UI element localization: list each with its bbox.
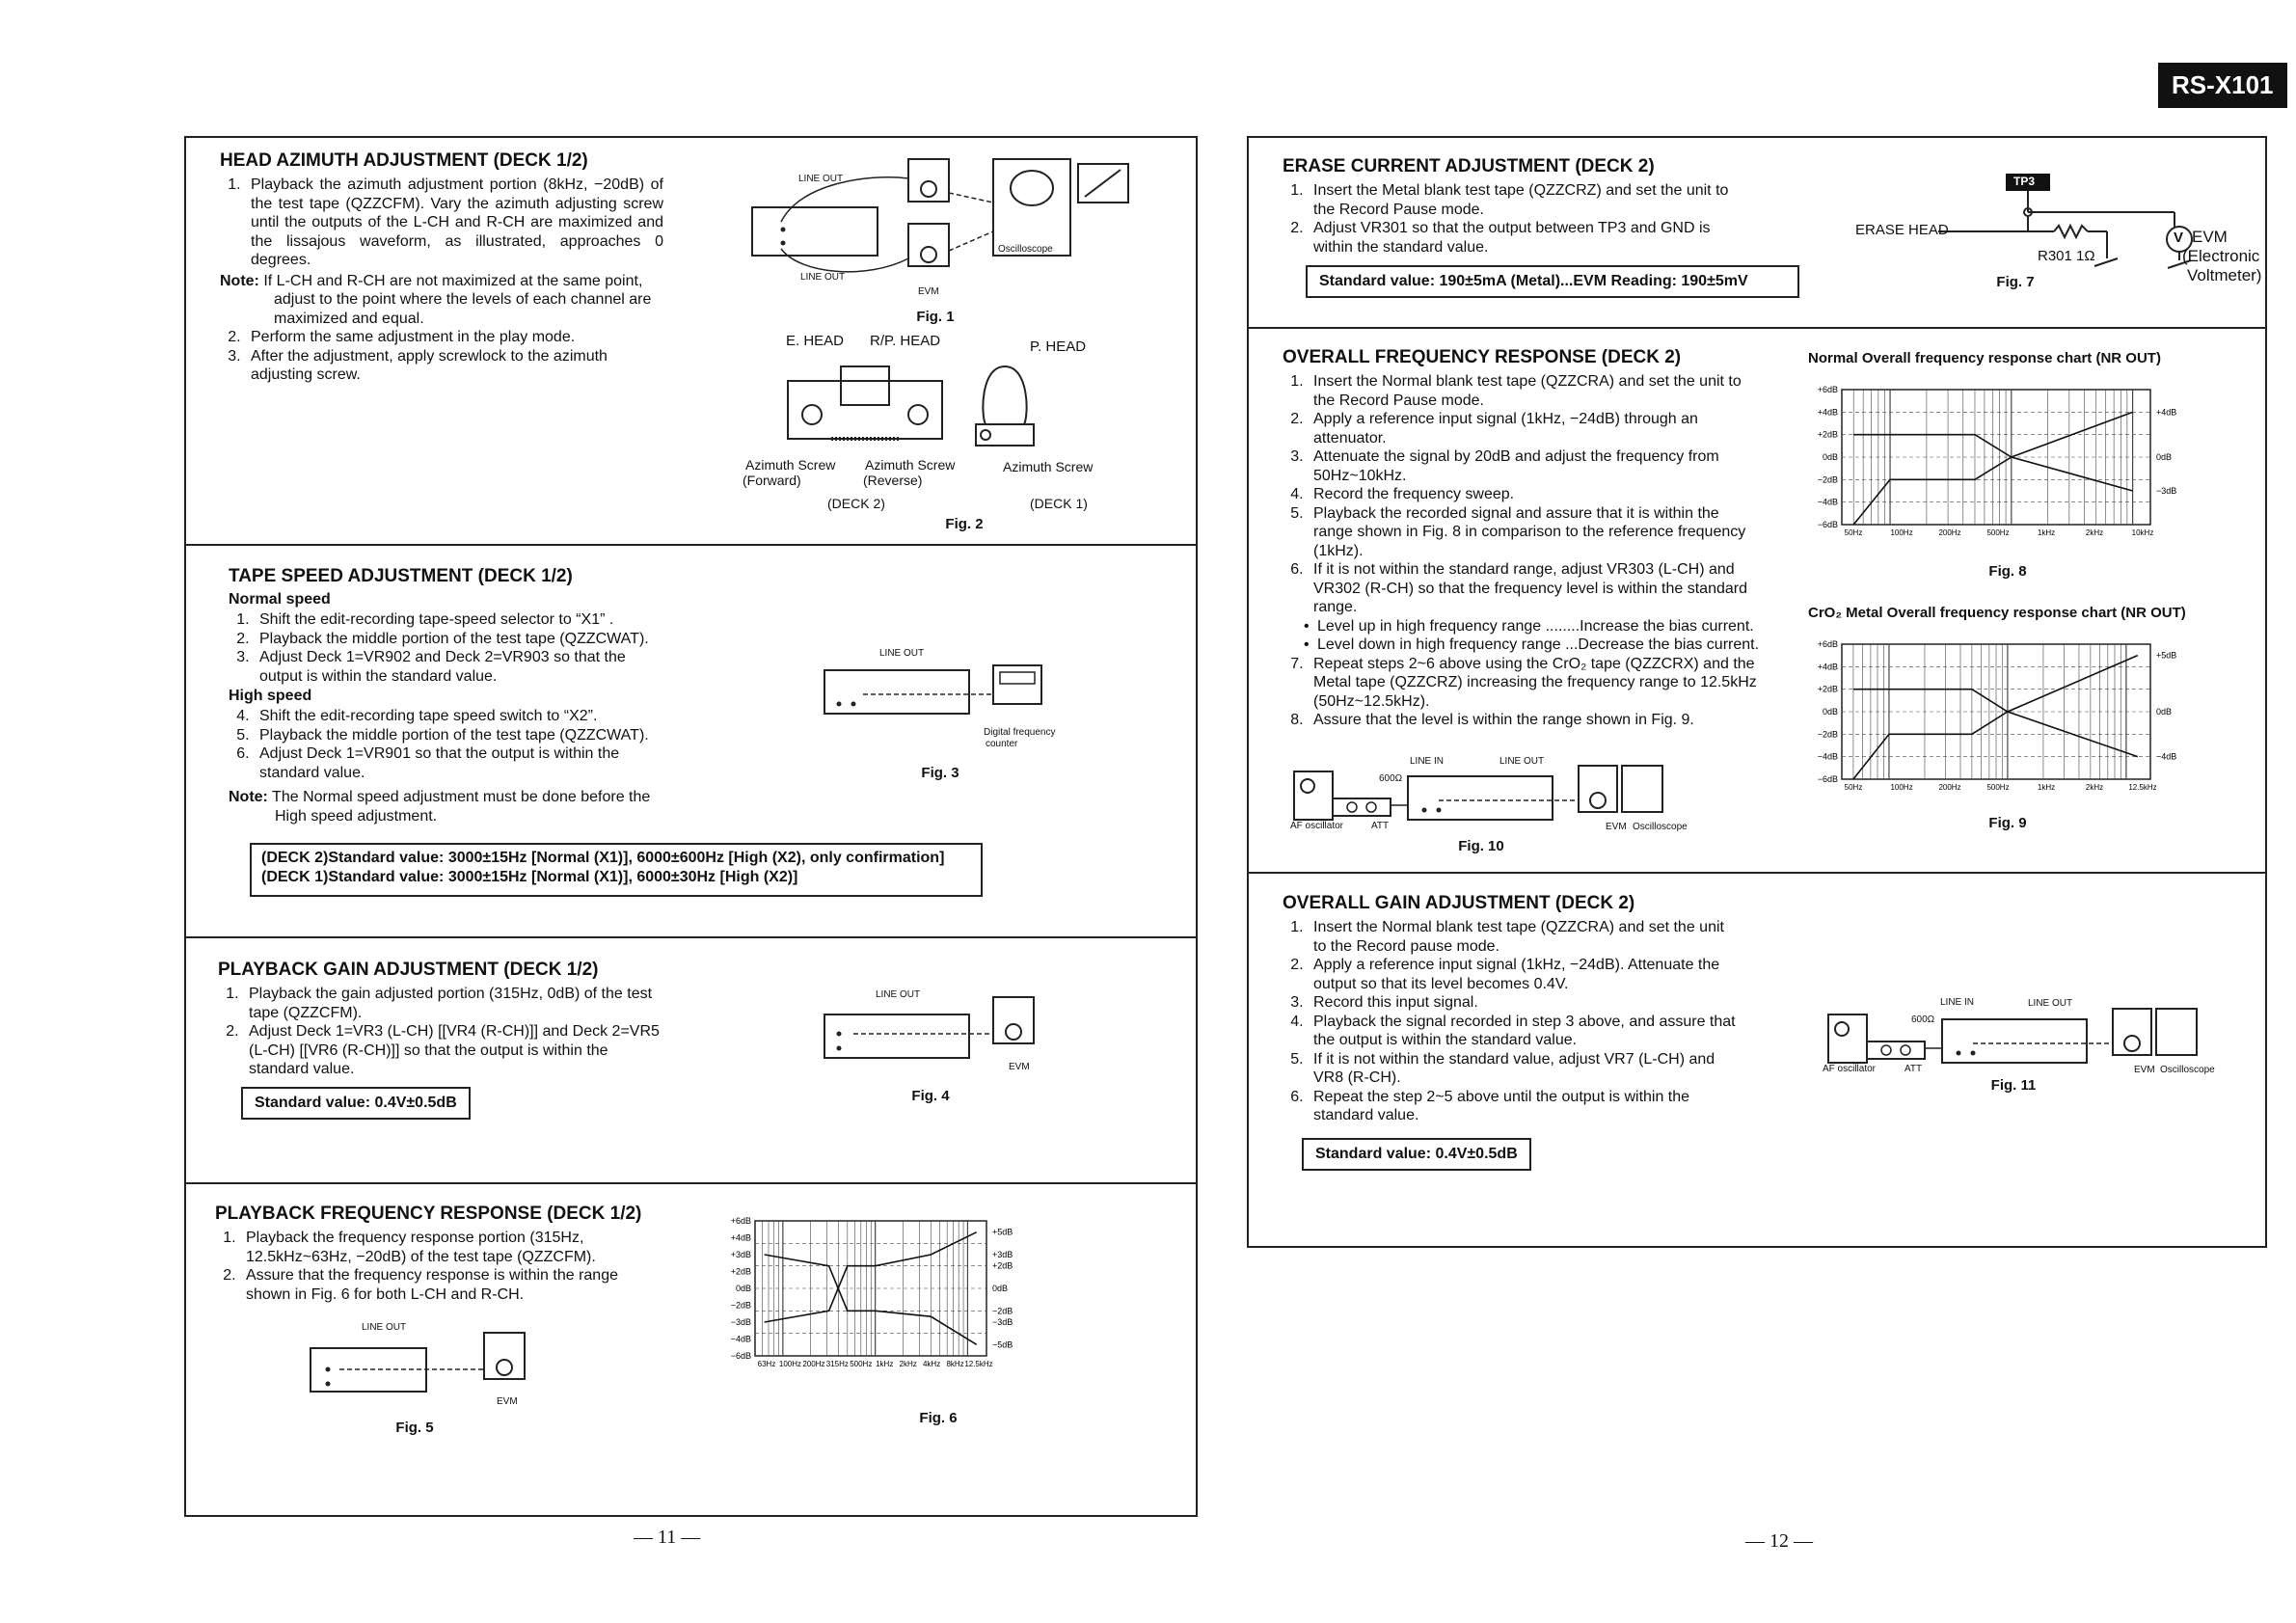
- fig3-caption: Fig. 3: [921, 765, 959, 781]
- y-tick-label: 0dB: [735, 1284, 751, 1293]
- fig11-diagram: [1828, 1005, 2224, 1072]
- fig8-caption: Fig. 8: [1988, 563, 2027, 580]
- fig2-rp-head: R/P. HEAD: [870, 333, 941, 349]
- fig2-screw-p: Azimuth Screw: [1003, 459, 1094, 474]
- step: 4. Record the frequency sweep.: [1308, 485, 1761, 504]
- section-title: PLAYBACK GAIN ADJUSTMENT (DECK 1/2): [218, 960, 599, 980]
- fig7-erase-head: ERASE HEAD: [1855, 222, 1949, 238]
- steps: [220, 328, 663, 385]
- fig10-ohm: 600Ω: [1379, 773, 1403, 784]
- std-deck2: (DECK 2)Standard value: 3000±15Hz [Normal (X1)], 6000±600Hz [High (X2), only confirmation]: [261, 850, 945, 866]
- fig11-evm: EVM: [2134, 1065, 2155, 1075]
- fig7-v: V: [2174, 230, 2184, 246]
- overall-gain-section: [1283, 893, 1736, 1125]
- fig10-line-in: LINE IN: [1410, 756, 1445, 767]
- fig5-evm: EVM: [497, 1396, 518, 1407]
- bullet: • Level up in high frequency range ........Increase the bias current.: [1304, 617, 1803, 636]
- x-tick-label: 12.5kHz: [2128, 783, 2157, 792]
- tape-speed-standard-box: [250, 843, 983, 897]
- fig4-diagram: [824, 995, 1037, 1063]
- tape-speed-section: [229, 566, 672, 825]
- y-tick-label: −4dB: [1817, 751, 1838, 762]
- step: 8. Assure that the level is within the range shown in Fig. 9.: [1308, 711, 1761, 730]
- fig2-screw-forward: Azimuth Screw: [745, 457, 836, 473]
- y-tick-label: −2dB: [1817, 474, 1838, 485]
- fig4-line-out: LINE OUT: [876, 989, 921, 1000]
- y-tick-label: −6dB: [1817, 520, 1838, 529]
- steps: [229, 610, 672, 686]
- std-deck1: (DECK 1)Standard value: 3000±15Hz [Normal (X1)], 6000±30Hz [High (X2)]: [261, 869, 798, 885]
- fig11-caption: Fig. 11: [1990, 1077, 2037, 1094]
- page-number-right: — 12 —: [1745, 1530, 1813, 1552]
- series-line-upper-limit: [1853, 690, 2138, 757]
- steps: [1283, 655, 1761, 730]
- fig10-osc: Oscilloscope: [1633, 822, 1688, 832]
- fig2-p-head: P. HEAD: [1030, 338, 1087, 355]
- x-tick-label: 1kHz: [2037, 783, 2056, 792]
- y-tick-label: −4dB: [730, 1334, 751, 1344]
- fig9-title: CrO₂ Metal Overall frequency response chart (NR OUT): [1808, 605, 2186, 621]
- step: 5. If it is not within the standard value, adjust VR7 (L-CH) and VR8 (R-CH).: [1308, 1050, 1736, 1088]
- fig1-caption: Fig. 1: [916, 309, 955, 325]
- x-tick-label: 2kHz: [2085, 528, 2104, 537]
- fig5-line-out: LINE OUT: [362, 1322, 407, 1333]
- steps: [1283, 181, 1736, 257]
- series-line-upper-limit: [765, 1255, 977, 1344]
- fig8-chart: [1799, 376, 2204, 550]
- note: [229, 788, 672, 825]
- fig7-caption: Fig. 7: [1996, 274, 2035, 290]
- divider: [184, 544, 1198, 546]
- steps: [218, 985, 662, 1079]
- playback-gain-section: [218, 960, 662, 1079]
- overall-freq-section: [1283, 347, 1803, 730]
- fig11-line-in: LINE IN: [1940, 997, 1975, 1008]
- model-badge: RS-X101: [2158, 63, 2287, 108]
- fig8-title: Normal Overall frequency response chart (NR OUT): [1808, 350, 2161, 366]
- step: 3. Attenuate the signal by 20dB and adjust the frequency from 50Hz~10kHz.: [1308, 447, 1761, 485]
- overall-gain-standard: Standard value: 0.4V±0.5dB: [1302, 1138, 1531, 1171]
- fig7-evm-2: (Electronic: [2182, 247, 2260, 265]
- y-tick-label-right: −4dB: [2156, 751, 2177, 762]
- x-tick-label: 500Hz: [1986, 783, 2010, 792]
- y-tick-label: −6dB: [1817, 774, 1838, 784]
- y-tick-label: −2dB: [1817, 729, 1838, 740]
- x-tick-label: 8kHz: [946, 1360, 964, 1368]
- fig2-reverse: (Reverse): [863, 473, 923, 488]
- x-tick-label: 2kHz: [2085, 783, 2104, 792]
- fig4-caption: Fig. 4: [911, 1088, 950, 1104]
- fig1-line-out-top: LINE OUT: [798, 174, 844, 184]
- fig7-resistor: R301 1Ω: [2038, 248, 2095, 264]
- y-tick-label: +4dB: [1817, 407, 1838, 418]
- step: 5. Playback the middle portion of the test tape (QZZCWAT).: [254, 726, 672, 745]
- y-tick-label: −3dB: [730, 1317, 751, 1327]
- fig10-diagram: [1294, 762, 1689, 829]
- x-tick-label: 12.5kHz: [964, 1360, 993, 1368]
- y-tick-label-right: 0dB: [2156, 707, 2173, 717]
- step: 2. Playback the middle portion of the test tape (QZZCWAT).: [254, 630, 672, 649]
- divider: [1247, 327, 2267, 329]
- playback-freq-section: [215, 1204, 659, 1304]
- step: 5. Playback the recorded signal and assure that it is within the range shown in Fig. 8 in comparison to the reference frequency (1kHz).: [1308, 504, 1761, 561]
- y-tick-label-right: −3dB: [992, 1317, 1013, 1327]
- x-tick-label: 500Hz: [1986, 528, 2010, 537]
- fig3-counter-1: Digital frequency: [984, 727, 1056, 738]
- y-tick-label-right: −2dB: [992, 1306, 1013, 1316]
- fig10-caption: Fig. 10: [1458, 838, 1504, 854]
- y-tick-label: +6dB: [1817, 639, 1838, 649]
- steps: [215, 1229, 659, 1304]
- fig2-forward: (Forward): [743, 473, 801, 488]
- note-text: The Normal speed adjustment must be done before the High speed adjustment.: [272, 789, 651, 825]
- note: [220, 272, 663, 329]
- x-tick-label: 315Hz: [825, 1360, 849, 1368]
- fig11-ohm: 600Ω: [1911, 1014, 1935, 1025]
- section-title: PLAYBACK FREQUENCY RESPONSE (DECK 1/2): [215, 1204, 642, 1224]
- page-number-left: — 11 —: [634, 1527, 701, 1548]
- section-title: TAPE SPEED ADJUSTMENT (DECK 1/2): [229, 566, 573, 586]
- y-tick-label: −6dB: [730, 1351, 751, 1361]
- step: 1. Playback the frequency response portion (315Hz, 12.5kHz~63Hz, −20dB) of the test tape (QZZCFM).: [240, 1229, 659, 1266]
- step: 2. Apply a reference input signal (1kHz, −24dB) through an attenuator.: [1308, 410, 1761, 447]
- y-tick-label: −2dB: [730, 1300, 751, 1311]
- step: 6. Repeat the step 2~5 above until the output is within the standard value.: [1308, 1088, 1736, 1125]
- section-title: HEAD AZIMUTH ADJUSTMENT (DECK 1/2): [220, 150, 588, 171]
- chart-frame: [1842, 390, 2150, 525]
- series-line-lower-limit: [765, 1232, 977, 1322]
- fig2-deck1: (DECK 1): [1030, 496, 1088, 511]
- y-tick-label: +4dB: [730, 1232, 751, 1243]
- high-speed-label: High speed: [229, 688, 312, 704]
- step: 1. Insert the Normal blank test tape (QZZCRA) and set the unit to the Record pause mode.: [1308, 918, 1736, 956]
- fig9-chart: [1799, 631, 2204, 804]
- x-tick-label: 200Hz: [802, 1360, 825, 1368]
- step: 4. Playback the signal recorded in step 3 above, and assure that the output is within the standard value.: [1308, 1013, 1736, 1050]
- step: 6. Adjust Deck 1=VR901 so that the output is within the standard value.: [254, 744, 672, 782]
- fig7-tp3: TP3: [2013, 175, 2036, 188]
- x-tick-label: 50Hz: [1844, 783, 1863, 792]
- erase-current-section: [1283, 156, 1736, 257]
- y-tick-label-right: 0dB: [992, 1284, 1009, 1293]
- step: 1. Insert the Normal blank test tape (QZZCRA) and set the unit to the Record Pause mode.: [1308, 372, 1761, 410]
- step: 3. After the adjustment, apply screwlock to the azimuth adjusting screw.: [245, 347, 663, 385]
- y-tick-label-right: +5dB: [2156, 650, 2177, 661]
- y-tick-label: +2dB: [730, 1266, 751, 1277]
- x-tick-label: 100Hz: [1890, 783, 1913, 792]
- x-tick-label: 500Hz: [850, 1360, 873, 1368]
- x-tick-label: 100Hz: [1890, 528, 1913, 537]
- step: 4. Shift the edit-recording tape speed switch to “X2”.: [254, 707, 672, 726]
- fig7-evm-3: Voltmeter): [2187, 266, 2262, 284]
- y-tick-label-right: 0dB: [2156, 452, 2173, 462]
- fig2-deck2: (DECK 2): [827, 496, 885, 511]
- x-tick-label: 200Hz: [1938, 528, 1961, 537]
- y-tick-label-right: +3dB: [992, 1250, 1013, 1259]
- note-label: Note:: [220, 272, 259, 289]
- y-tick-label: 0dB: [1822, 707, 1838, 717]
- step: 3. Record this input signal.: [1308, 993, 1736, 1013]
- step: 1. Shift the edit-recording tape-speed selector to “X1” .: [254, 610, 672, 630]
- steps: [229, 707, 672, 782]
- y-tick-label-right: +5dB: [992, 1227, 1013, 1237]
- step: 3. Adjust Deck 1=VR902 and Deck 2=VR903 so that the output is within the standard value.: [254, 648, 672, 686]
- fig2-screw-reverse: Azimuth Screw: [865, 457, 956, 473]
- step: 2. Adjust VR301 so that the output between TP3 and GND is within the standard value.: [1308, 219, 1736, 257]
- fig3-diagram: [824, 656, 1017, 723]
- fig2-e-head: E. HEAD: [786, 333, 845, 349]
- fig6-chart: [718, 1217, 1027, 1381]
- fig9-caption: Fig. 9: [1988, 815, 2027, 831]
- section-title: OVERALL FREQUENCY RESPONSE (DECK 2): [1283, 347, 1682, 367]
- y-tick-label-right: +2dB: [992, 1260, 1013, 1271]
- divider: [184, 936, 1198, 938]
- playback-gain-standard: Standard value: 0.4V±0.5dB: [241, 1087, 471, 1120]
- fig7-evm-1: EVM: [2192, 228, 2228, 246]
- steps: [1283, 918, 1736, 1125]
- y-tick-label-right: +4dB: [2156, 407, 2177, 418]
- fig2-head-diagram: [783, 357, 1034, 453]
- y-tick-label: −4dB: [1817, 497, 1838, 507]
- y-tick-label-right: −5dB: [992, 1339, 1013, 1350]
- bullet: • Level down in high frequency range ...Decrease the bias current.: [1304, 636, 1803, 655]
- fig6-caption: Fig. 6: [919, 1410, 958, 1426]
- x-tick-label: 100Hz: [778, 1360, 802, 1368]
- normal-speed-label: Normal speed: [229, 591, 331, 608]
- x-tick-label: 1kHz: [876, 1360, 894, 1368]
- fig5-caption: Fig. 5: [395, 1420, 434, 1436]
- fig10-att: ATT: [1371, 821, 1390, 831]
- fig11-att: ATT: [1904, 1064, 1923, 1074]
- series-line-upper-limit: [1853, 435, 2132, 491]
- fig11-line-out: LINE OUT: [2028, 998, 2073, 1009]
- fig10-af: AF oscillator: [1290, 821, 1344, 831]
- fig2-caption: Fig. 2: [945, 516, 984, 532]
- step: 2. Assure that the frequency response is within the range shown in Fig. 6 for both L-CH and R-CH.: [240, 1266, 659, 1304]
- fig5-diagram: [311, 1331, 542, 1398]
- steps: [220, 176, 663, 270]
- fig11-osc: Oscilloscope: [2160, 1065, 2215, 1075]
- section-title: ERASE CURRENT ADJUSTMENT (DECK 2): [1283, 156, 1655, 176]
- x-tick-label: 2kHz: [899, 1360, 917, 1368]
- x-tick-label: 10kHz: [2131, 528, 2154, 537]
- fig10-evm: EVM: [1606, 822, 1627, 832]
- erase-standard: Standard value: 190±5mA (Metal)...EVM Reading: 190±5mV: [1306, 265, 1799, 298]
- note-label: Note:: [229, 789, 268, 805]
- step: 2. Apply a reference input signal (1kHz, −24dB). Attenuate the output so that its level becomes 0.4V.: [1308, 956, 1736, 993]
- divider: [184, 1182, 1198, 1184]
- step: 2. Adjust Deck 1=VR3 (L-CH) [[VR4 (R-CH)]] and Deck 2=VR5 (L-CH) [[VR6 (R-CH)]] so that the output is within the standard value.: [243, 1022, 662, 1079]
- x-tick-label: 50Hz: [1844, 528, 1863, 537]
- fig1-oscilloscope: Oscilloscope: [998, 244, 1053, 255]
- step: 2. Perform the same adjustment in the play mode.: [245, 328, 663, 347]
- x-tick-label: 200Hz: [1938, 783, 1961, 792]
- y-tick-label: 0dB: [1822, 452, 1838, 462]
- series-line-lower-limit: [1853, 412, 2132, 525]
- fig1-line-out-bottom: LINE OUT: [800, 272, 846, 283]
- step: 1. Playback the azimuth adjustment portion (8kHz, −20dB) of the test tape (QZZCFM). Vary the azimuth adjusting screw until the outputs of the L-CH and R-CH are maximized and the lissajous waveform, as illustrated, approaches 0 degrees.: [245, 176, 663, 270]
- x-tick-label: 63Hz: [757, 1360, 776, 1368]
- fig10-line-out: LINE OUT: [1499, 756, 1545, 767]
- x-tick-label: 4kHz: [922, 1360, 941, 1368]
- section-title: OVERALL GAIN ADJUSTMENT (DECK 2): [1283, 893, 1635, 913]
- fig1-evm: EVM: [918, 286, 939, 297]
- y-tick-label: +6dB: [730, 1216, 751, 1226]
- y-tick-label-right: −3dB: [2156, 486, 2177, 496]
- step: 1. Insert the Metal blank test tape (QZZCRZ) and set the unit to the Record Pause mode.: [1308, 181, 1736, 219]
- y-tick-label: +3dB: [730, 1250, 751, 1259]
- x-tick-label: 1kHz: [2037, 528, 2056, 537]
- y-tick-label: +4dB: [1817, 662, 1838, 672]
- y-tick-label: +2dB: [1817, 429, 1838, 440]
- fig3-line-out: LINE OUT: [879, 648, 925, 659]
- fig11-af: AF oscillator: [1823, 1064, 1877, 1074]
- steps: [1283, 372, 1761, 617]
- step: 1. Playback the gain adjusted portion (315Hz, 0dB) of the test tape (QZZCFM).: [243, 985, 662, 1022]
- head-azimuth-section: [220, 150, 663, 385]
- step: 7. Repeat steps 2~6 above using the CrO₂ tape (QZZCRX) and the Metal tape (QZZCRZ) increasing the frequency range to 12.5kHz (50Hz~12.5kHz).: [1308, 655, 1761, 712]
- series-line-lower-limit: [1853, 656, 2138, 779]
- fig3-counter-2: counter: [986, 739, 1018, 749]
- fig4-evm: EVM: [1009, 1062, 1030, 1072]
- y-tick-label: +2dB: [1817, 684, 1838, 694]
- step: 6. If it is not within the standard range, adjust VR303 (L-CH) and VR302 (R-CH) so that the frequency level is within the standard range.: [1308, 560, 1761, 617]
- y-tick-label: +6dB: [1817, 385, 1838, 394]
- divider: [1247, 872, 2267, 874]
- note-text: If L-CH and R-CH are not maximized at the same point, adjust to the point where the levels of each channel are maximized and equal.: [263, 272, 652, 327]
